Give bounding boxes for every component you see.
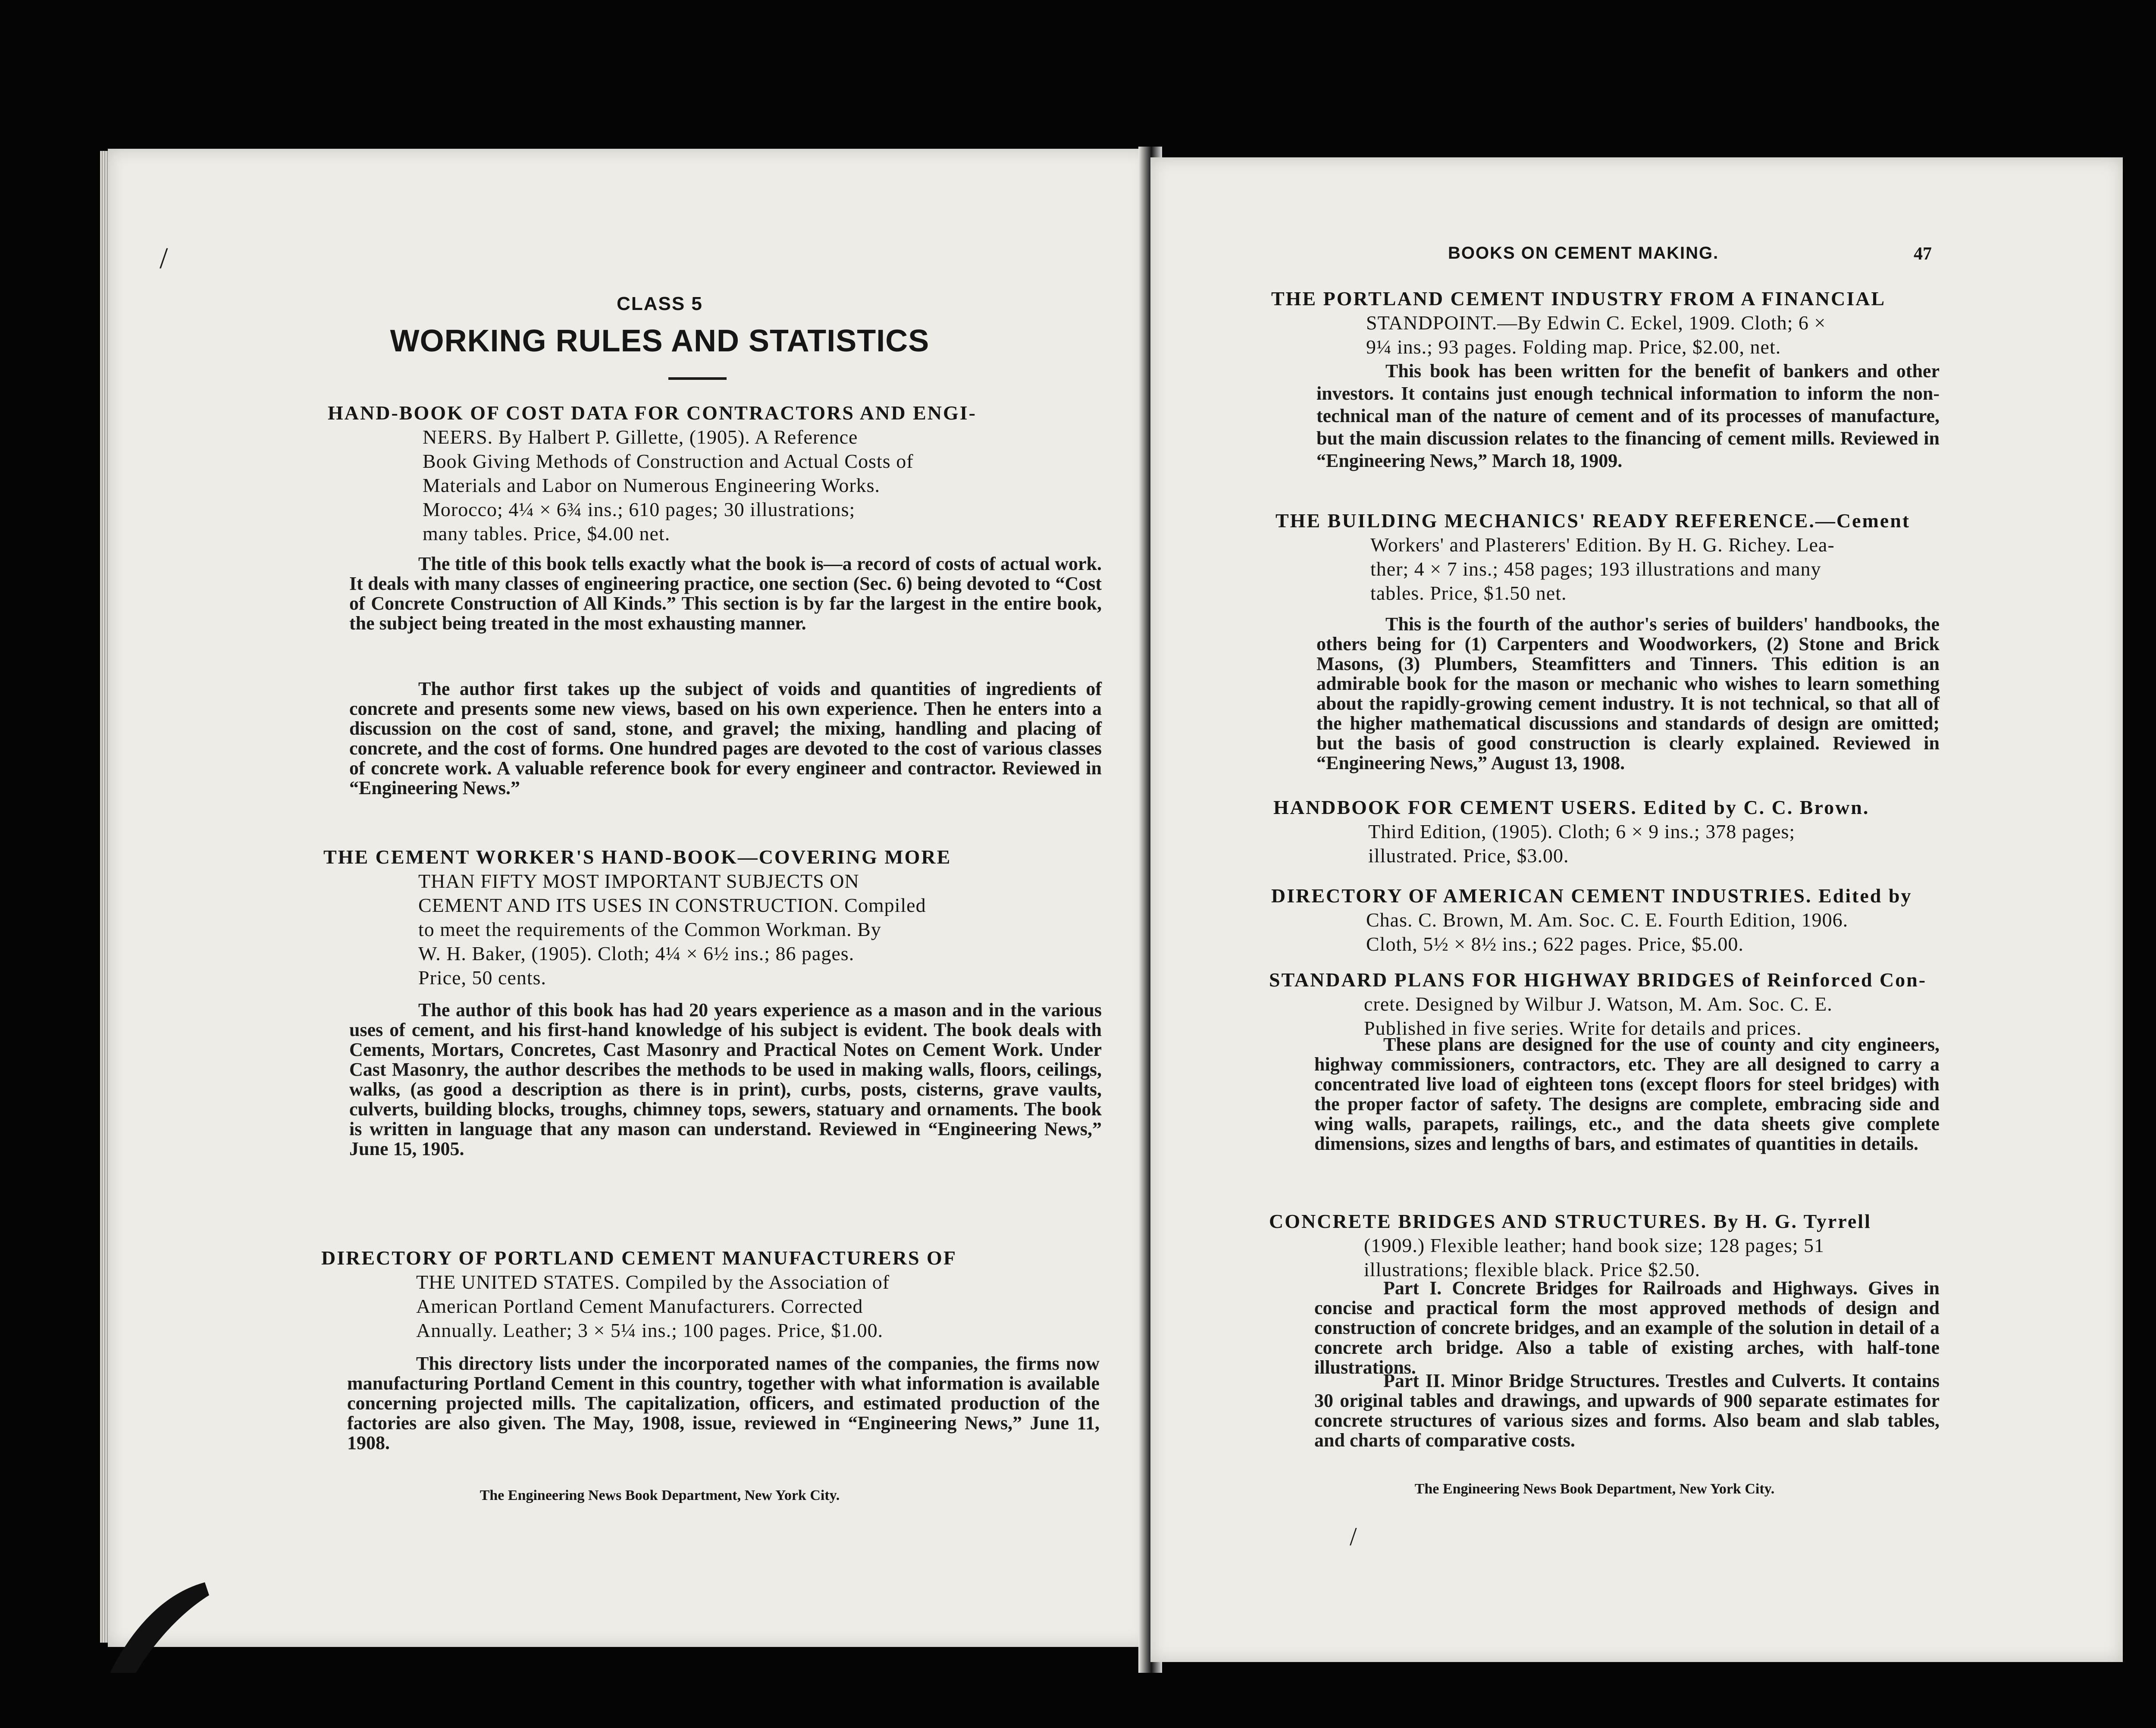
book-entry-title [1269,968,1940,1040]
page-footer: The Engineering News Book Department, New York City. [479,1487,840,1503]
entry-description: This is the fourth of the author's series of builders' handbooks, the others being for (1) Carpenters and Woodworkers, (2) Stone and Brick Masons, (3) Plumbers, Steamfitters and Tinners. This edition is an admirable book for the mason or mechanic who wishes to learn something about the rapidly-growing cement industry. It is not technical, so that all of the higher mathematical discussions and standards of design are omitted; but the basis of good construction is clearly explained. Reviewed in “Engineering News,” August 13, 1908. [1316,614,1940,773]
entry-line: crete. Designed by Wilbur J. Watson, M. Am. Soc. C. E. [1364,993,1833,1015]
entry-line: Price, 50 cents. [418,967,547,989]
book-entry-title [1273,795,1940,868]
entry-description: The author first takes up the subject of voids and quantities of ingredients of concrete and presents some new views, based on his own experience. Then he enters into a discussion on the cost of sand, stone, and gravel; the mixing, handling and placing of concrete, and the cost of forms. One hundred pages are devoted to the cost of various classes of concrete work. A valuable reference book for every engineer and contractor. Reviewed in “Engineering News.” [349,678,1102,798]
entry-line: American Portland Cement Manufacturers. Corrected [416,1295,863,1317]
entry-line: STANDPOINT.—By Edwin C. Eckel, 1909. Cloth; 6 × [1366,312,1826,334]
book-entry-title [1275,509,1940,605]
entry-line: Cloth, 5½ × 8½ ins.; 622 pages. Price, $5.00. [1366,933,1744,955]
entry-line: Third Edition, (1905). Cloth; 6 × 9 ins.; 378 pages; [1368,820,1796,842]
entry-lead: DIRECTORY OF AMERICAN CEMENT INDUSTRIES. Edited by [1271,885,1912,907]
entry-line: 9¼ ins.; 93 pages. Folding map. Price, $2.00, net. [1366,336,1781,358]
entry-line: NEERS. By Halbert P. Gillette, (1905). A Reference [423,426,858,448]
entry-description: These plans are designed for the use of county and city engineers, highway commissioners, contractors, etc. They are all designed to carry a concentrated live load of eighteen tons (except floors for steel bridges) with the proper factor of safety. The designs are complete, embracing side and wing walls, parapets, railings, etc., and the data sheets give complete dimensions, sizes and lengths of bars, and estimates of quantities in details. [1314,1034,1940,1154]
entry-description: Part II. Minor Bridge Structures. Trestles and Culverts. It contains 30 original tables and drawings, and upwards of 900 separate estimates for concrete structures of various sizes and forms. Also beam and slab tables, and charts of comparative costs. [1314,1370,1940,1451]
running-head: BOOKS ON CEMENT MAKING. [1448,244,1719,263]
entry-line: many tables. Price, $4.00 net. [423,523,671,545]
entry-line: CEMENT AND ITS USES IN CONSTRUCTION. Compiled [418,894,926,916]
right-page [1150,157,2123,1662]
book-entry-title [323,845,1100,990]
entry-line: Book Giving Methods of Construction and Actual Costs of [423,450,914,472]
entry-lead: THE CEMENT WORKER'S HAND-BOOK—COVERING MORE [323,846,952,868]
entry-line: tables. Price, $1.50 net. [1370,582,1567,604]
entry-lead: THE BUILDING MECHANICS' READY REFERENCE.—Cement [1275,510,1911,532]
entry-line: (1909.) Flexible leather; hand book size; 128 pages; 51 [1364,1234,1825,1256]
entry-line: THE UNITED STATES. Compiled by the Association of [416,1271,890,1293]
book-entry-title [328,401,1104,546]
entry-line: Workers' and Plasterers' Edition. By H. G. Richey. Lea- [1370,534,1835,556]
entry-line: W. H. Baker, (1905). Cloth; 4¼ × 6½ ins.; 86 pages. [418,942,855,964]
book-entry-title [321,1246,1097,1343]
margin-mark: / [1350,1522,1357,1551]
margin-mark: / [160,242,168,275]
book-entry-title [1271,884,1940,956]
entry-lead: HANDBOOK FOR CEMENT USERS. Edited by C. C. Brown. [1273,796,1870,818]
entry-lead: DIRECTORY OF PORTLAND CEMENT MANUFACTURERS OF [321,1247,957,1269]
entry-line: Chas. C. Brown, M. Am. Soc. C. E. Fourth Edition, 1906. [1366,909,1849,931]
entry-line: to meet the requirements of the Common Workman. By [418,918,881,940]
entry-line: illustrations; flexible black. Price $2.50. [1364,1258,1701,1280]
page-footer: The Engineering News Book Department, New York City. [1414,1481,1775,1497]
entry-description: This book has been written for the benefit of bankers and other investors. It contains just enough technical information to inform the non-technical man of the nature of cement and of its processes of manufacture, but the main discussion relates to the financing of cement mills. Reviewed in “Engineering News,” March 18, 1909. [1316,360,1940,471]
class-label: CLASS 5 [617,293,703,314]
entry-description: Part I. Concrete Bridges for Railroads and Highways. Gives in concise and practical form the most approved methods of design and construction of concrete bridges, and an example of the solution in detail of a concrete arch bridge. Also a table of existing arches, with half-tone illustrations. [1314,1277,1940,1378]
title-rule [668,377,727,380]
book-entry-title [1271,287,1940,359]
entry-lead: STANDARD PLANS FOR HIGHWAY BRIDGES of Reinforced Con- [1269,969,1927,991]
entry-lead: CONCRETE BRIDGES AND STRUCTURES. By H. G. Tyrrell [1269,1210,1871,1232]
section-title: WORKING RULES AND STATISTICS [390,324,930,358]
entry-description: The author of this book has had 20 years experience as a mason and in the various uses of cement, and his first-hand knowledge of his subject is evident. The book deals with Cements, Mortars, Concretes, Cast Masonry and Practical Notes on Cement Work. Under Cast Masonry, the author describes the methods to be used in making walls, floors, ceilings, walks, (as good a description as there is in print), curbs, posts, cisterns, grave vaults, culverts, building blocks, troughs, chimney tops, sewers, statuary and ornaments. The book is written in language that any mason can understand. Reviewed in “Engineering News,” June 15, 1905. [349,999,1102,1159]
entry-line: Annually. Leather; 3 × 5¼ ins.; 100 pages. Price, $1.00. [416,1319,884,1341]
entry-lead: HAND-BOOK OF COST DATA FOR CONTRACTORS AND ENGI- [328,402,977,424]
book-entry-title [1269,1209,1940,1282]
entry-line: ther; 4 × 7 ins.; 458 pages; 193 illustrations and many [1370,558,1821,580]
page-number: 47 [1914,244,1932,264]
entry-description: The title of this book tells exactly what the book is—a record of costs of actual work. It deals with many classes of engineering practice, one section (Sec. 6) being devoted to “Cost of Concrete Construction of All Kinds.” This section is by far the largest in the entire book, the subject being treated in the most exhausting manner. [349,553,1102,634]
entry-line: Materials and Labor on Numerous Engineering Works. [423,474,881,496]
thumb-shadow [110,1578,209,1673]
entry-line: THAN FIFTY MOST IMPORTANT SUBJECTS ON [418,870,859,892]
entry-lead: THE PORTLAND CEMENT INDUSTRY FROM A FINANCIAL [1271,288,1886,310]
left-page [108,149,1149,1647]
entry-line: illustrated. Price, $3.00. [1368,845,1569,867]
entry-line: Published in five series. Write for details and prices. [1364,1017,1802,1039]
entry-description: This directory lists under the incorporated names of the companies, the firms now manufacturing Portland Cement in this country, together with what information is available concerning projected mills. The capitalization, officers, and estimated production of the factories are also given. The May, 1908, issue, reviewed in “Engineering News,” June 11, 1908. [347,1353,1100,1453]
entry-line: Morocco; 4¼ × 6¾ ins.; 610 pages; 30 illustrations; [423,498,856,520]
